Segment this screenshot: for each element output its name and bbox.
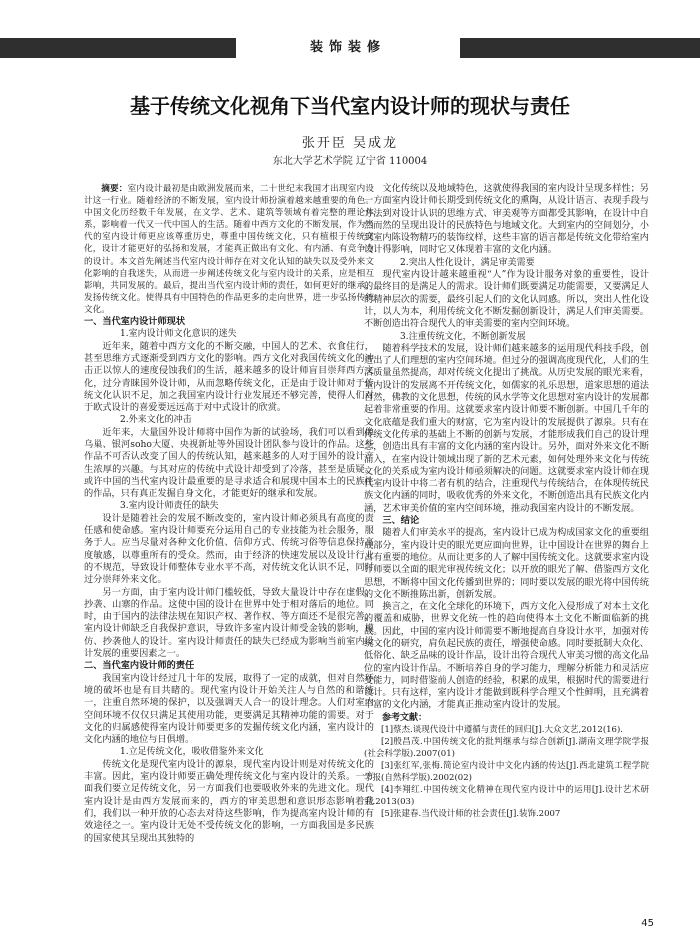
subsection-heading: 2.突出人性化设计，满足审美需要: [400, 257, 535, 268]
article-authors: 张开臣 吴成龙: [301, 136, 399, 151]
reference-item: [1]蔡杰.谈现代设计中遵循与责任的回归[J].大众文艺,2012(16).: [381, 725, 623, 736]
paragraph: 近年来，随着中西方文化的不断交融，中国人的艺术、衣食住行，甚至思维方式逐渐受到西方文化的影响。西方文化对我国传统文化的冲击正以惊人的速度侵蚀我们的生活，越来越多的设计师盲目崇拜西方文化，过分青睐国外设计师，从而忽略传统文化，正是由于设计师对于传统文化认识不足，加之我国室内设计行业发展还不够完善，使得人们对于欧式设计的喜爱要远远高于对中式设计的欣赏。: [84, 340, 374, 414]
banner-bar-right: [460, 38, 700, 58]
paragraph: 换言之，在文化全球化的环境下，西方文化入侵形成了对本土文化的覆盖和威胁，世界文化统一性的趋向使得本土文化不断面临新的挑战。因此，中国的室内设计师需要不断地提高自身设计水平，加强对传统文化的研究，肩负起民族的责任，增强使命感。同时要抵制大众化、低俗化、缺乏品味的设计作品，设计出符合现代人审美习惯的高文化品位的室内设计作品。不断培养自身的学习能力，理解分析能力和灵活应变能力，同时借鉴前人创造的经验，积累的成果，根据时代的需要进行设计。只有这样，室内设计才能做到既科学合理又个性鲜明，且充满着丰富的文化内涵，才能真正推动室内设计的发展。: [364, 601, 649, 711]
reference-item: [2]殷昌茂.中国传统文化的批判继承与综合创新[J].湖南文理学院学报(社会科学版).2007(01): [364, 737, 649, 760]
left-column: [84, 183, 374, 845]
abstract-label: 摘要：: [101, 184, 128, 194]
subsection-heading: 2.外来文化的冲击: [120, 415, 192, 426]
banner-bar-left: [0, 38, 236, 58]
paragraph: 随着人们审美水平的提高，室内设计已成为构成国家文化的重要组成部分，室内设计史的眼光更应面向世界，让中国设计在世界的舞台上占有重要的地位。从而让更多的人了解中国传统文化。这就要求室内设计师要以全面的眼光审视传统文化；以开放的眼光了解、借鉴西方文化思想，不断将中国文化传播到世界的；同时要以发展的眼光将中国传统的文化不断推陈出新，创新发展。: [364, 527, 649, 600]
paragraph: 近年来，大量国外设计师将中国作为新的试验场，我们可以看到像乌巢、银河soho大厦、央视新址等外国设计团队参与设计的作品。这些作品不可否认改变了国人的传统认知，越来越多的人对于国外的设计产生浓厚的兴趣。与其对应的传统中式设计却受到了冷落，甚至是质疑。或许中国的当代室内设计最重要的是寻求适合和展现中国本土的民族性的作品，只有真正发掘自身文化，才能更好的继承和发展。: [84, 426, 374, 500]
article-title: 基于传统文化视角下当代室内设计师的现状与责任: [130, 94, 570, 118]
section-banner: [0, 38, 700, 58]
abstract-text: 室内设计最初是由欧洲发展而来，二十世纪末我国才出现室内设计这一行业。随着经济的不断发展，室内设计师扮演着越来越重要的角色。中国文化历经数千年发展，在文学、艺术、建筑等领域有着完整的理论体系，影响着一代又一代中国人的生活。随着中西方文化的不断发展，作为当代的室内设计师更应该尊重历史，尊重中国传统文化，只有植根于传统文化，设计才能更好的弘扬和发展，才能真正做出有文化、有内涵、有竞争力的设计。本文首先阐述当代室内设计师存在对文化认知的缺失以及受外来文化影响的自我迷失，从而进一步阐述传统文化与室内设计的关系，应是相互影响，共同发展的。最后，提出当代室内设计师的责任，如何更好的继承，发扬传统文化。使得具有中国特色的作品更多的走向世界，进一步弘扬传统文化。: [84, 184, 374, 315]
abstract: [84, 183, 374, 316]
paragraph: 设计是随着社会的发展不断改变的，室内设计师必须具有高度的责任感和使命感。室内设计师要充分运用自己的专业技能为社会服务，服务于人。应当尽量对各种文化价值、信仰方式、传统习俗等信息保持高度敏感，以尊重所有的受众。然而，由于经济的快速发展以及设计行业的不规范，导致设计师整体专业水平不高，对传统文化认识不足，同时过分崇拜外来文化。: [84, 512, 374, 586]
paragraph: 现代室内设计越来越重视“人”作为设计服务对象的重要性，设计的最终目的是满足人的需求。设计师们既要满足功能需要，又要满足人的精神层次的需要，最终引起人们的文化认同感。所以，突出人性化设计，以人为本，利用传统文化不断发掘创新设计，满足人们审美需要。不断创造出符合现代人的审美需要的室内空间环境。: [364, 269, 649, 330]
paragraph: 文化传统以及地域特色，这就使得我国的室内设计呈现多样性；另一方面室内设计师长期受到传统文化的熏陶，从设计语言、表现手段与方法到对设计认识的思维方式、审美观等方面都受其影响，在设计中自然而然的呈现出设计的民族特色与地域文化。大到室内的空间划分，小到室内陈设物精巧的装饰纹样，这些丰富的语言都是传统文化带给室内设计得影响，同时它又体现着丰富的文化内涵。: [364, 183, 649, 256]
section-heading: 三、结论: [382, 515, 420, 527]
reference-item: [4]李翔红.中国传统文化精神在现代室内设计中的运用[J].设计艺术研究.2013(03): [364, 785, 649, 808]
section-label: 装饰装修: [309, 40, 386, 55]
subsection-heading: 3.室内设计师责任的缺失: [120, 501, 219, 512]
right-column: [364, 183, 649, 820]
reference-item: [3]张红军,张梅.简论室内设计中文化内涵的传达[J].西北建筑工程学院学报(自然科学版).2002(02): [364, 761, 649, 784]
subsection-heading: 1.室内设计师文化意识的迷失: [120, 329, 237, 340]
section-heading: 二、当代室内设计师的责任: [84, 660, 195, 672]
article-affiliation: 东北大学艺术学院 辽宁省 110004: [272, 156, 428, 167]
paragraph: 我国室内设计经过几十年的发展，取得了一定的成就，但对自然环境的破坏也是有目共睹的。现代室内设计开始关注人与自然的和谐统一，注重自然环境的保护，以及强调天人合一的设计理念。人们对室内空间环境不仅仅只满足其使用功能，更要满足其精神功能的需要。对于文化的归属感使得室内设计师要更多的发掘传统文化内涵，室内设计的文化内涵的地位与日俱增。: [84, 672, 374, 746]
reference-item: [5]张建春.当代设计师的社会责任[J].装饰.2007: [381, 809, 561, 820]
paragraph: 传统文化是现代室内设计的源泉，现代室内设计则是对传统文化的丰富。因此，室内设计师要正确处理传统文化与室内设计的关系。一方面我们要立足传统文化，另一方面我们也要吸收外来的先进文化。现代室内设计是由西方发展而来的，西方的审美思想和意识形态影响着我们，我们以一种开放的心态去对待这些影响，作为提高室内设计师的有效途径之一。室内设计无处不受传统文化的影响，一方面我国是多民族的国家使其呈现出其独特的: [84, 758, 374, 844]
paragraph: 随着科学技术的发展，设计师们越来越多的运用现代科技手段，创造出了人们理想的室内空间环境。但过分的强调高度现代化，人们的生活质量虽然提高，却对传统文化提出了挑战。从历史发展的眼光来看，室内设计的发展离不开传统文化，如儒家的礼乐思想，道家思想的道法自然，佛教的文化思想，传统的风水学等文化思想对室内设计的发展都起着非常重要的作用。这就要求室内设计师要不断创新。中国几千年的文化底蕴是我们重大的财富，它为室内设计的发展提供了源泉。只有在传统文化传承的基础上不断的创新与发展，才能形成我们自己的设计理念，创造出具有丰富的文化内涵的室内设计。另外，面对外来文化不断涌入，在室内设计领域出现了新的艺术元素，如何处理外来文化与传统文化的关系成为室内设计师亟须解决的问题。这就要求室内设计师在现代室内设计中将二者有机的结合，注重现代与传统结合，在体现传统民族文化内涵的同时，吸收优秀的外来文化，不断创造出具有民族文化内涵，艺术审美价值的室内空间环境，推动我国室内设计的不断发展。: [364, 342, 649, 514]
page-number: 45: [641, 918, 654, 929]
subsection-heading: 1.立足传统文化，吸收借鉴外来文化: [120, 747, 264, 758]
section-heading: 一、当代室内设计师现状: [84, 316, 186, 328]
references-heading: 参考文献：: [382, 712, 428, 723]
subsection-heading: 3.注重传统文化，不断创新发展: [400, 331, 526, 342]
paragraph: 另一方面，由于室内设计师门槛较低，导致大量设计中存在虚假、抄袭、山寨的作品。这使中国的设计在世界中处于相对落后的地位。同时，由于国内的法律法规在知识产权、著作权、等方面还不是很完善，室内设计师缺乏自我保护意识，导致许多室内设计师受金钱的影响，模仿、抄袭他人的设计。室内设计师责任的缺失已经成为影响当前室内设计发展的重要因素之一。: [84, 586, 374, 660]
